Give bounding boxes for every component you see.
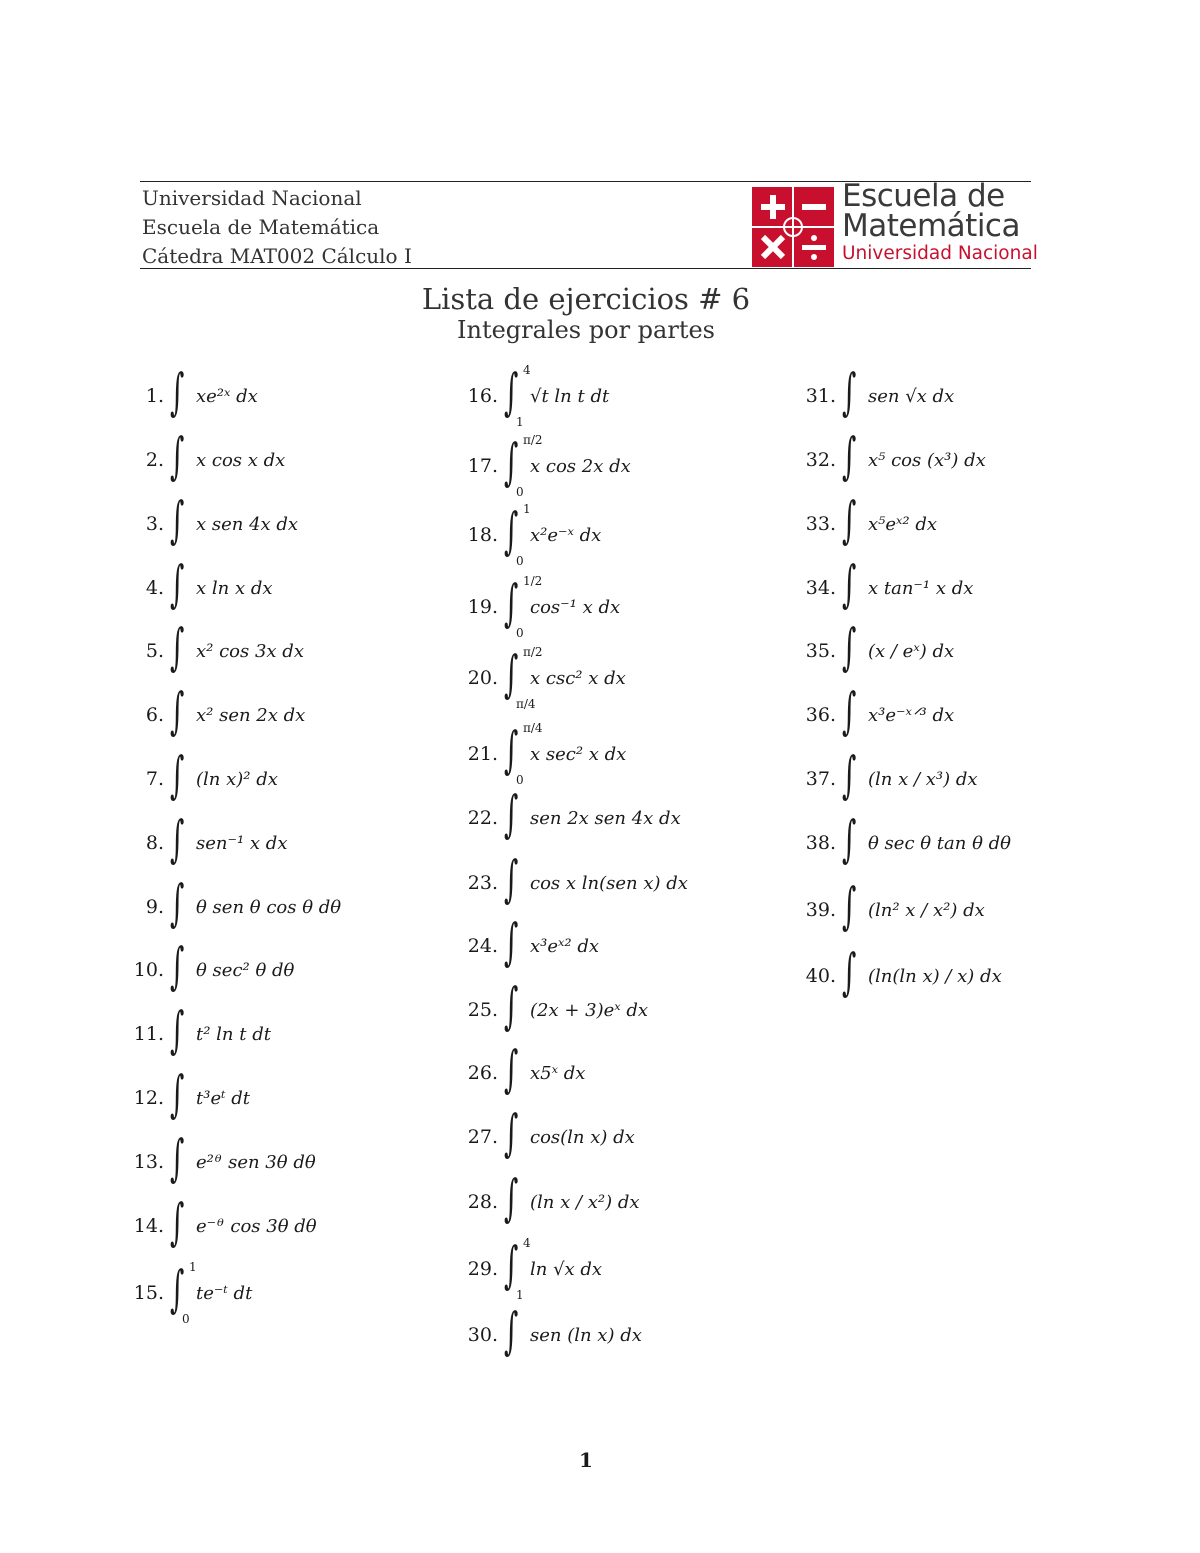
exercise-number: 17. — [467, 455, 498, 477]
exercise-item — [794, 427, 986, 490]
exercise-item — [456, 785, 681, 848]
integrand-expression: sen 2x sen 4x dx — [530, 807, 681, 829]
integral-sign-icon: ∫ 1 0 — [170, 1260, 197, 1326]
integral-sign-icon: ∫ — [170, 427, 185, 485]
exercise-item — [122, 810, 288, 873]
exercise-number: 3. — [145, 513, 164, 535]
exercise-item — [122, 1129, 316, 1192]
integral-sign-icon: ∫ — [504, 1169, 519, 1227]
integrand-expression: cos(ln x) dx — [530, 1126, 635, 1148]
integral-sign-icon: ∫ — [170, 618, 185, 676]
exercise-item — [794, 943, 1002, 1006]
integral-sign-icon: ∫ — [170, 363, 185, 421]
exercise-number: 35. — [805, 640, 836, 662]
exercise-item — [456, 645, 626, 711]
upper-bound: π/4 — [523, 721, 543, 735]
integral-sign-icon: ∫ — [504, 1104, 519, 1162]
exercise-item — [456, 1236, 603, 1302]
exercise-item — [456, 850, 688, 913]
exercise-number: 9. — [145, 896, 164, 918]
integral-sign-icon: ∫ — [504, 785, 519, 843]
exercise-item — [456, 502, 602, 568]
integrand-expression: x sen 4x dx — [196, 513, 299, 535]
exercise-number: 20. — [467, 667, 498, 689]
exercise-item — [456, 363, 610, 429]
integral-sign-icon: ∫ — [842, 555, 857, 613]
exercise-number: 8. — [145, 832, 164, 854]
exercise-number: 11. — [133, 1023, 164, 1045]
exercise-item — [122, 937, 295, 1000]
page-title: Lista de ejercicios # 6 — [421, 282, 751, 316]
integrand-expression: x² cos 3x dx — [196, 640, 304, 662]
integrand-expression: θ sec θ tan θ dθ — [868, 832, 1012, 854]
exercise-item — [122, 363, 258, 426]
integral-sign-icon: ∫ — [170, 1129, 185, 1187]
lower-bound: 1 — [516, 415, 524, 429]
exercise-number: 32. — [805, 449, 836, 471]
integrand-expression: sen⁻¹ x dx — [196, 832, 288, 854]
integrand-expression: e⁻ᶿ cos 3θ dθ — [196, 1215, 317, 1237]
integrand-expression: xe²ˣ dx — [196, 385, 258, 407]
exercise-item — [794, 363, 955, 426]
integrand-expression: x⁵ cos (x³) dx — [868, 449, 986, 471]
exercise-number: 24. — [467, 935, 498, 957]
exercise-number: 6. — [145, 704, 164, 726]
integral-sign-icon: ∫ π/4 0 — [504, 721, 543, 787]
exercise-item — [122, 1260, 253, 1326]
exercise-item — [794, 491, 938, 554]
exercise-number: 23. — [467, 872, 498, 894]
integral-sign-icon: ∫ — [842, 363, 857, 421]
exercise-item — [456, 1104, 635, 1167]
school-logo — [752, 178, 1038, 267]
exercise-number: 34. — [805, 577, 836, 599]
exercise-item — [794, 682, 955, 745]
exercise-item — [456, 913, 600, 976]
logo-line-1: Escuela de — [842, 178, 1005, 214]
integral-sign-icon: ∫ 4 1 — [504, 1236, 531, 1302]
exercise-number: 15. — [133, 1282, 164, 1304]
upper-bound: π/2 — [523, 645, 543, 659]
exercise-item — [122, 682, 306, 745]
exercise-item — [122, 874, 342, 937]
upper-bound: 4 — [523, 1236, 531, 1250]
logo-wordmark — [842, 178, 1038, 266]
integrand-expression: sen √x dx — [868, 385, 955, 407]
integrand-expression: √t ln t dt — [530, 385, 610, 407]
exercise-number: 4. — [145, 577, 164, 599]
integral-sign-icon: ∫ — [842, 427, 857, 485]
exercise-item — [456, 433, 631, 499]
exercise-number: 31. — [805, 385, 836, 407]
integral-sign-icon: ∫ — [170, 746, 185, 804]
exercise-number: 1. — [145, 385, 164, 407]
exercise-item — [456, 977, 649, 1040]
integral-sign-icon: ∫ — [170, 491, 185, 549]
integral-sign-icon: ∫ π/2 0 — [504, 433, 543, 499]
integral-sign-icon: ∫ — [842, 491, 857, 549]
integrand-expression: x csc² x dx — [530, 667, 626, 689]
exercise-item — [122, 1065, 251, 1128]
integrand-expression: x³e⁻ˣᐟ³ dx — [868, 704, 955, 726]
integral-sign-icon: ∫ — [842, 810, 857, 868]
exercise-number: 36. — [805, 704, 836, 726]
integral-sign-icon: ∫ — [170, 682, 185, 740]
math-operators-logo-icon — [752, 187, 834, 267]
exercise-number: 18. — [467, 524, 498, 546]
integral-sign-icon: ∫ — [842, 746, 857, 804]
integral-sign-icon: ∫ 1/2 0 — [504, 574, 543, 640]
integral-sign-icon: ∫ — [504, 913, 519, 971]
exercise-item — [456, 1302, 642, 1365]
exercise-number: 21. — [467, 743, 498, 765]
lower-bound: 0 — [516, 626, 524, 640]
page-number: 1 — [579, 1448, 593, 1472]
exercise-item — [456, 574, 621, 640]
exercise-item — [122, 1193, 317, 1256]
upper-bound: 4 — [523, 363, 531, 377]
exercise-number: 16. — [467, 385, 498, 407]
exercise-number: 28. — [467, 1191, 498, 1213]
exercise-number: 25. — [467, 999, 498, 1021]
exercise-number: 22. — [467, 807, 498, 829]
exercise-item — [122, 746, 278, 809]
integral-sign-icon: ∫ π/2 π/4 — [504, 645, 543, 711]
integrand-expression: cos x ln(sen x) dx — [530, 872, 688, 894]
exercise-number: 40. — [805, 965, 836, 987]
integrand-expression: x³eˣ² dx — [530, 935, 600, 957]
integral-sign-icon: ∫ — [170, 810, 185, 868]
lower-bound: 0 — [182, 1312, 190, 1326]
exercise-item — [794, 810, 1012, 873]
page-subtitle: Integrales por partes — [457, 316, 715, 344]
exercise-item — [122, 618, 304, 681]
lower-bound: 0 — [516, 773, 524, 787]
exercise-number: 2. — [145, 449, 164, 471]
upper-bound: 1 — [523, 502, 531, 516]
exercise-number: 33. — [805, 513, 836, 535]
integral-sign-icon: ∫ — [170, 555, 185, 613]
exercise-item — [794, 555, 974, 618]
logo-line-2: Matemática — [842, 208, 1020, 244]
exercise-number: 29. — [467, 1258, 498, 1280]
exercise-number: 13. — [133, 1151, 164, 1173]
exercise-item — [794, 877, 985, 940]
integral-sign-icon: ∫ 1 0 — [504, 502, 531, 568]
exercise-item — [122, 427, 286, 490]
exercise-number: 14. — [133, 1215, 164, 1237]
integrand-expression: (ln x / x³) dx — [868, 768, 978, 790]
exercise-number: 5. — [145, 640, 164, 662]
exercise-item — [794, 746, 978, 809]
course-name: Cátedra MAT002 Cálculo I — [142, 244, 412, 268]
integral-sign-icon: ∫ — [170, 1065, 185, 1123]
integral-sign-icon: ∫ — [504, 1302, 519, 1360]
integral-sign-icon: ∫ — [842, 682, 857, 740]
integral-sign-icon: ∫ — [504, 850, 519, 908]
integrand-expression: (ln(ln x) / x) dx — [868, 965, 1002, 987]
integral-sign-icon: ∫ — [504, 1040, 519, 1098]
exercise-item — [456, 1169, 640, 1232]
integrand-expression: ln √x dx — [530, 1258, 603, 1280]
integrand-expression: (2x + 3)eˣ dx — [530, 999, 649, 1021]
exercise-item — [794, 618, 955, 681]
integrand-expression: (ln² x / x²) dx — [868, 899, 985, 921]
lower-bound: 1 — [516, 1288, 524, 1302]
integrand-expression: x²e⁻ˣ dx — [530, 524, 602, 546]
integrand-expression: x cos x dx — [196, 449, 286, 471]
integrand-expression: x² sen 2x dx — [196, 704, 306, 726]
logo-line-3: Universidad Nacional — [842, 243, 1038, 264]
lower-bound: 0 — [516, 554, 524, 568]
exercise-number: 19. — [467, 596, 498, 618]
integrand-expression: te⁻ᵗ dt — [196, 1282, 253, 1304]
exercise-item — [122, 1001, 271, 1064]
exercise-number: 26. — [467, 1062, 498, 1084]
upper-bound: π/2 — [523, 433, 543, 447]
school-name: Escuela de Matemática — [142, 215, 380, 239]
lower-bound: 0 — [516, 485, 524, 499]
integrand-expression: t³eᵗ dt — [196, 1087, 251, 1109]
integrand-expression: e²ᶿ sen 3θ dθ — [196, 1151, 316, 1173]
integral-sign-icon: ∫ — [842, 943, 857, 1001]
upper-bound: 1/2 — [523, 574, 543, 588]
integral-sign-icon: ∫ — [170, 1193, 185, 1251]
integrand-expression: x cos 2x dx — [530, 455, 631, 477]
integral-sign-icon: ∫ — [170, 937, 185, 995]
institution-header — [142, 184, 412, 271]
integrand-expression: t² ln t dt — [196, 1023, 271, 1045]
integrand-expression: sen (ln x) dx — [530, 1324, 642, 1346]
integrand-expression: cos⁻¹ x dx — [530, 596, 621, 618]
upper-bound: 1 — [189, 1260, 197, 1274]
integral-sign-icon: ∫ — [842, 618, 857, 676]
integrand-expression: x⁵eˣ² dx — [868, 513, 938, 535]
integrand-expression: x5ˣ dx — [530, 1062, 586, 1084]
lower-bound: π/4 — [516, 697, 536, 711]
exercise-number: 37. — [805, 768, 836, 790]
exercise-number: 30. — [467, 1324, 498, 1346]
exercise-number: 12. — [133, 1087, 164, 1109]
exercise-item — [122, 491, 299, 554]
integral-sign-icon: ∫ — [170, 1001, 185, 1059]
exercise-number: 7. — [145, 768, 164, 790]
exercise-number: 39. — [805, 899, 836, 921]
exercise-number: 38. — [805, 832, 836, 854]
integral-sign-icon: ∫ — [504, 977, 519, 1035]
integrand-expression: x ln x dx — [196, 577, 273, 599]
integrand-expression: (ln x)² dx — [196, 768, 278, 790]
integrand-expression: (x / eˣ) dx — [868, 640, 955, 662]
integral-sign-icon: ∫ — [842, 877, 857, 935]
integral-sign-icon: ∫ 4 1 — [504, 363, 531, 429]
integrand-expression: θ sen θ cos θ dθ — [196, 896, 342, 918]
exercise-item — [456, 721, 627, 787]
university-name: Universidad Nacional — [142, 186, 362, 210]
integrand-expression: θ sec² θ dθ — [196, 959, 295, 981]
exercise-item — [122, 555, 273, 618]
integrand-expression: x tan⁻¹ x dx — [868, 577, 974, 599]
integrand-expression: (ln x / x²) dx — [530, 1191, 640, 1213]
integral-sign-icon: ∫ — [170, 874, 185, 932]
integrand-expression: x sec² x dx — [530, 743, 627, 765]
exercise-number: 27. — [467, 1126, 498, 1148]
exercise-number: 10. — [133, 959, 164, 981]
exercise-item — [456, 1040, 586, 1103]
